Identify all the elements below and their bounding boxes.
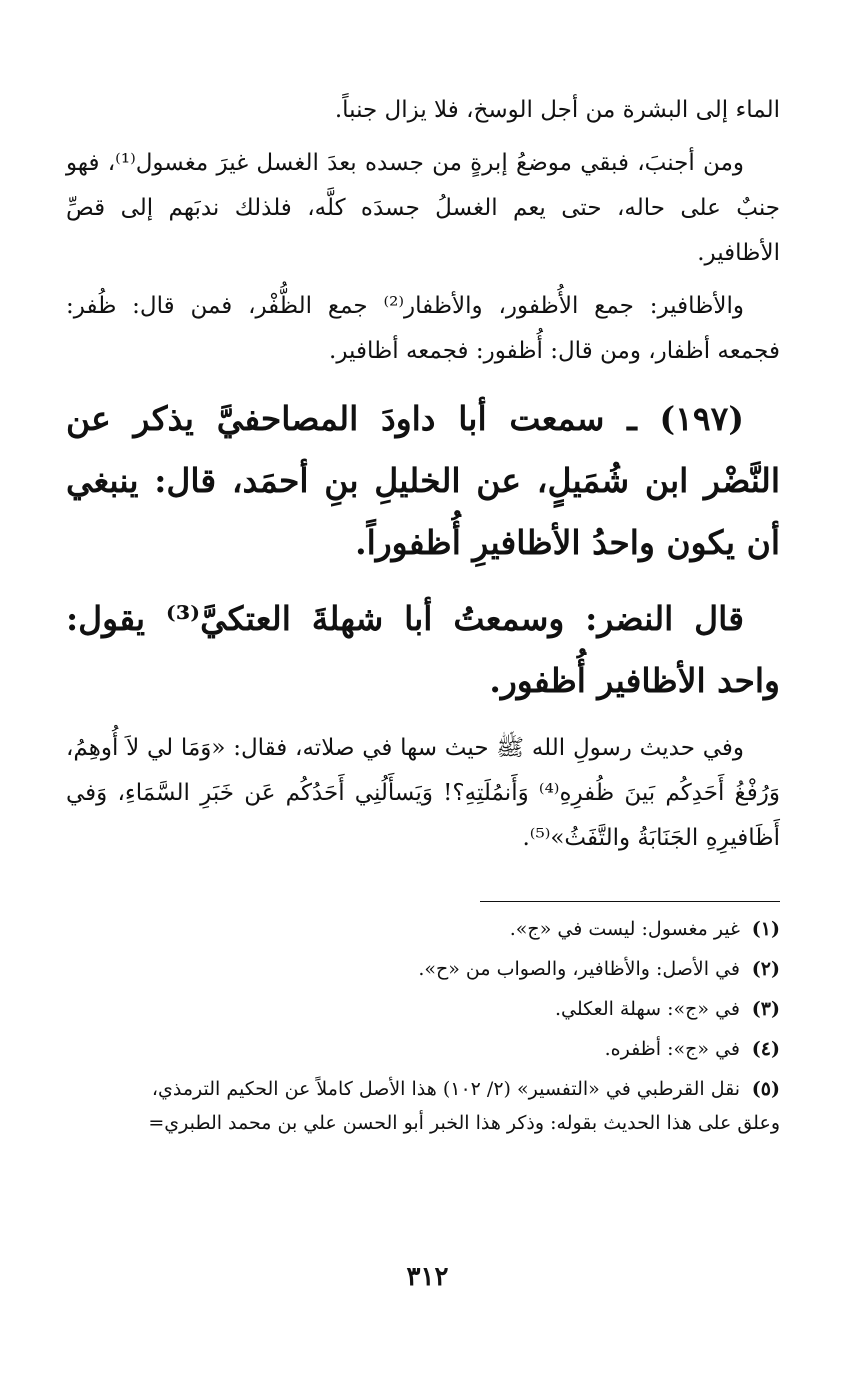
paragraph-1: الماء إلى البشرة من أجل الوسخ، فلا يزال جنباً. xyxy=(334,97,780,123)
footnotes xyxy=(66,912,780,1140)
footnote-text: في «ج»: سهلة العكلي. xyxy=(555,998,740,1020)
footnote-text: في «ج»: أظفره. xyxy=(604,1038,740,1060)
footnote-number: (٤) xyxy=(751,1038,780,1060)
footnote-number: (٢) xyxy=(751,958,780,980)
paragraph-hadith: وفي حديث رسولِ الله ﷺ حيث سها في صلاته، فقال: «وَمَا لي لاَ أُوهِمُ، وَرُفْغُ أَحَدِكُم بَينَ ظُفرِهِ⁽⁴⁾ وَأَنمُلَتِهِ؟! وَيَسأَلُنِي أَحَدُكُم عَن خَبَرِ السَّمَاءِ، وَفي أَظَافيرِهِ الجَنَابَةُ والتَّفَثُ»⁽⁵⁾. xyxy=(66,735,780,851)
footnote-3 xyxy=(66,992,780,1026)
hadith-197 xyxy=(66,388,780,574)
paragraph-nadr: قال النضر: وسمعتُ أبا شهلةَ العتكيَّ⁽³⁾ يقول: واحد الأظافير أُظفور. xyxy=(66,599,780,700)
footnote-number: (١) xyxy=(751,918,780,940)
footnote-1 xyxy=(66,912,780,946)
footnote-4 xyxy=(66,1032,780,1066)
footnote-2 xyxy=(66,952,780,986)
page-number: ٣١٢ xyxy=(406,1262,449,1292)
footnote-text: نقل القرطبي في «التفسير» (٢/ ١٠٢) هذا الأصل كاملاً عن الحكيم الترمذي، xyxy=(151,1078,740,1100)
paragraph-2: ومن أجنبَ، فبقي موضعُ إبرةٍ من جسده بعدَ الغسل غيرَ مغسول⁽¹⁾، فهو جنبٌ على حاله، حتى يعم الغسلُ جسدَه كلَّه، فلذلك ندبَهم إلى قصِّ الأظافير. xyxy=(66,150,780,266)
footnote-number: (٥) xyxy=(751,1078,780,1100)
footnote-text: غير مغسول: ليست في «ج». xyxy=(509,918,740,940)
footnote-number: (٣) xyxy=(751,998,780,1020)
hadith-text: ـ سمعت أبا داودَ المصاحفيَّ يذكر عن النَّضْر ابن شُمَيلٍ، عن الخليلِ بنِ أحمَد، قال: ينبغي أن يكون واحدُ الأظافيرِ أُظفوراً. xyxy=(66,399,780,562)
hadith-number: (١٩٧) xyxy=(659,399,744,438)
page-body xyxy=(66,88,780,1140)
paragraph-3: والأظافير: جمع الأُظفور، والأظفار⁽²⁾ جمع الظُّفْر، فمن قال: ظُفر: فجمعه أظفار، ومن قال: أُظفور: فجمعه أظافير. xyxy=(66,293,780,364)
footnote-text: في الأصل: والأظافير، والصواب من «ح». xyxy=(418,958,740,980)
footnote-5 xyxy=(66,1072,780,1106)
footnote-separator xyxy=(480,901,780,902)
footnote-5-continuation: وعلق على هذا الحديث بقوله: وذكر هذا الخبر أبو الحسن علي بن محمد الطبري= xyxy=(148,1112,780,1134)
